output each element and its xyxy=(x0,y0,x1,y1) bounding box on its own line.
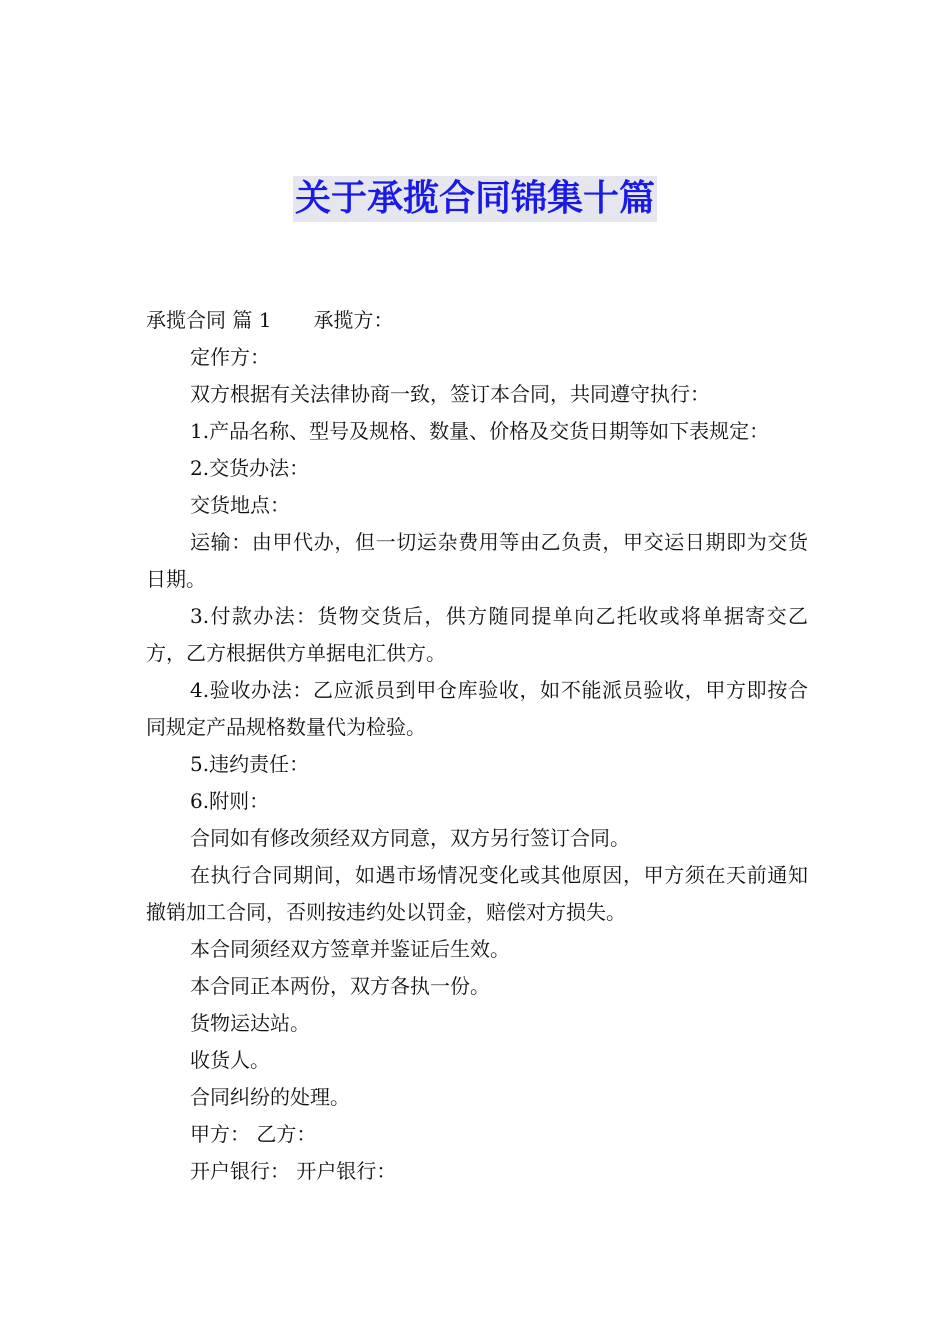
paragraph: 货物运达站。 xyxy=(190,1011,310,1035)
paragraph: 1.产品名称、型号及规格、数量、价格及交货日期等如下表规定： xyxy=(190,419,770,443)
paragraph: 定作方： xyxy=(190,345,270,369)
title-container xyxy=(0,176,950,222)
paragraph: 收货人。 xyxy=(190,1048,270,1072)
paragraph: 3.付款办法：货物交货后，供方随同提单向乙托收或将单据寄交乙方，乙方根据供方单据电汇供方。 xyxy=(146,604,808,665)
paragraph: 承揽方： xyxy=(313,308,394,332)
document-title: 关于承揽合同锦集十篇 xyxy=(293,176,657,222)
paragraph: 双方根据有关法律协商一致，签订本合同，共同遵守执行： xyxy=(190,382,710,406)
paragraph: 合同如有修改须经双方同意，双方另行签订合同。 xyxy=(190,826,630,850)
section-heading-line xyxy=(146,302,808,339)
paragraph: 4.验收办法：乙应派员到甲仓库验收，如不能派员验收，甲方即按合同规定产品规格数量代为检验。 xyxy=(146,678,808,739)
section-heading: 承揽合同 篇 1 xyxy=(146,308,272,332)
paragraph: 运输：由甲代办，但一切运杂费用等由乙负责，甲交运日期即为交货日期。 xyxy=(146,530,808,591)
paragraph: 交货地点： xyxy=(190,493,290,517)
paragraph: 6.附则： xyxy=(190,789,270,813)
paragraph: 在执行合同期间，如遇市场情况变化或其他原因，甲方须在天前通知撤销加工合同，否则按违约处以罚金，赔偿对方损失。 xyxy=(146,863,808,924)
document-body xyxy=(146,302,808,1190)
paragraph: 甲方： 乙方： xyxy=(190,1122,317,1146)
paragraph: 合同纠纷的处理。 xyxy=(190,1085,350,1109)
paragraph: 2.交货办法： xyxy=(190,456,310,480)
paragraph: 开户银行： 开户银行： xyxy=(190,1159,397,1183)
paragraph: 本合同正本两份，双方各执一份。 xyxy=(190,974,490,998)
paragraph: 本合同须经双方签章并鉴证后生效。 xyxy=(190,937,510,961)
paragraph: 5.违约责任： xyxy=(190,752,310,776)
